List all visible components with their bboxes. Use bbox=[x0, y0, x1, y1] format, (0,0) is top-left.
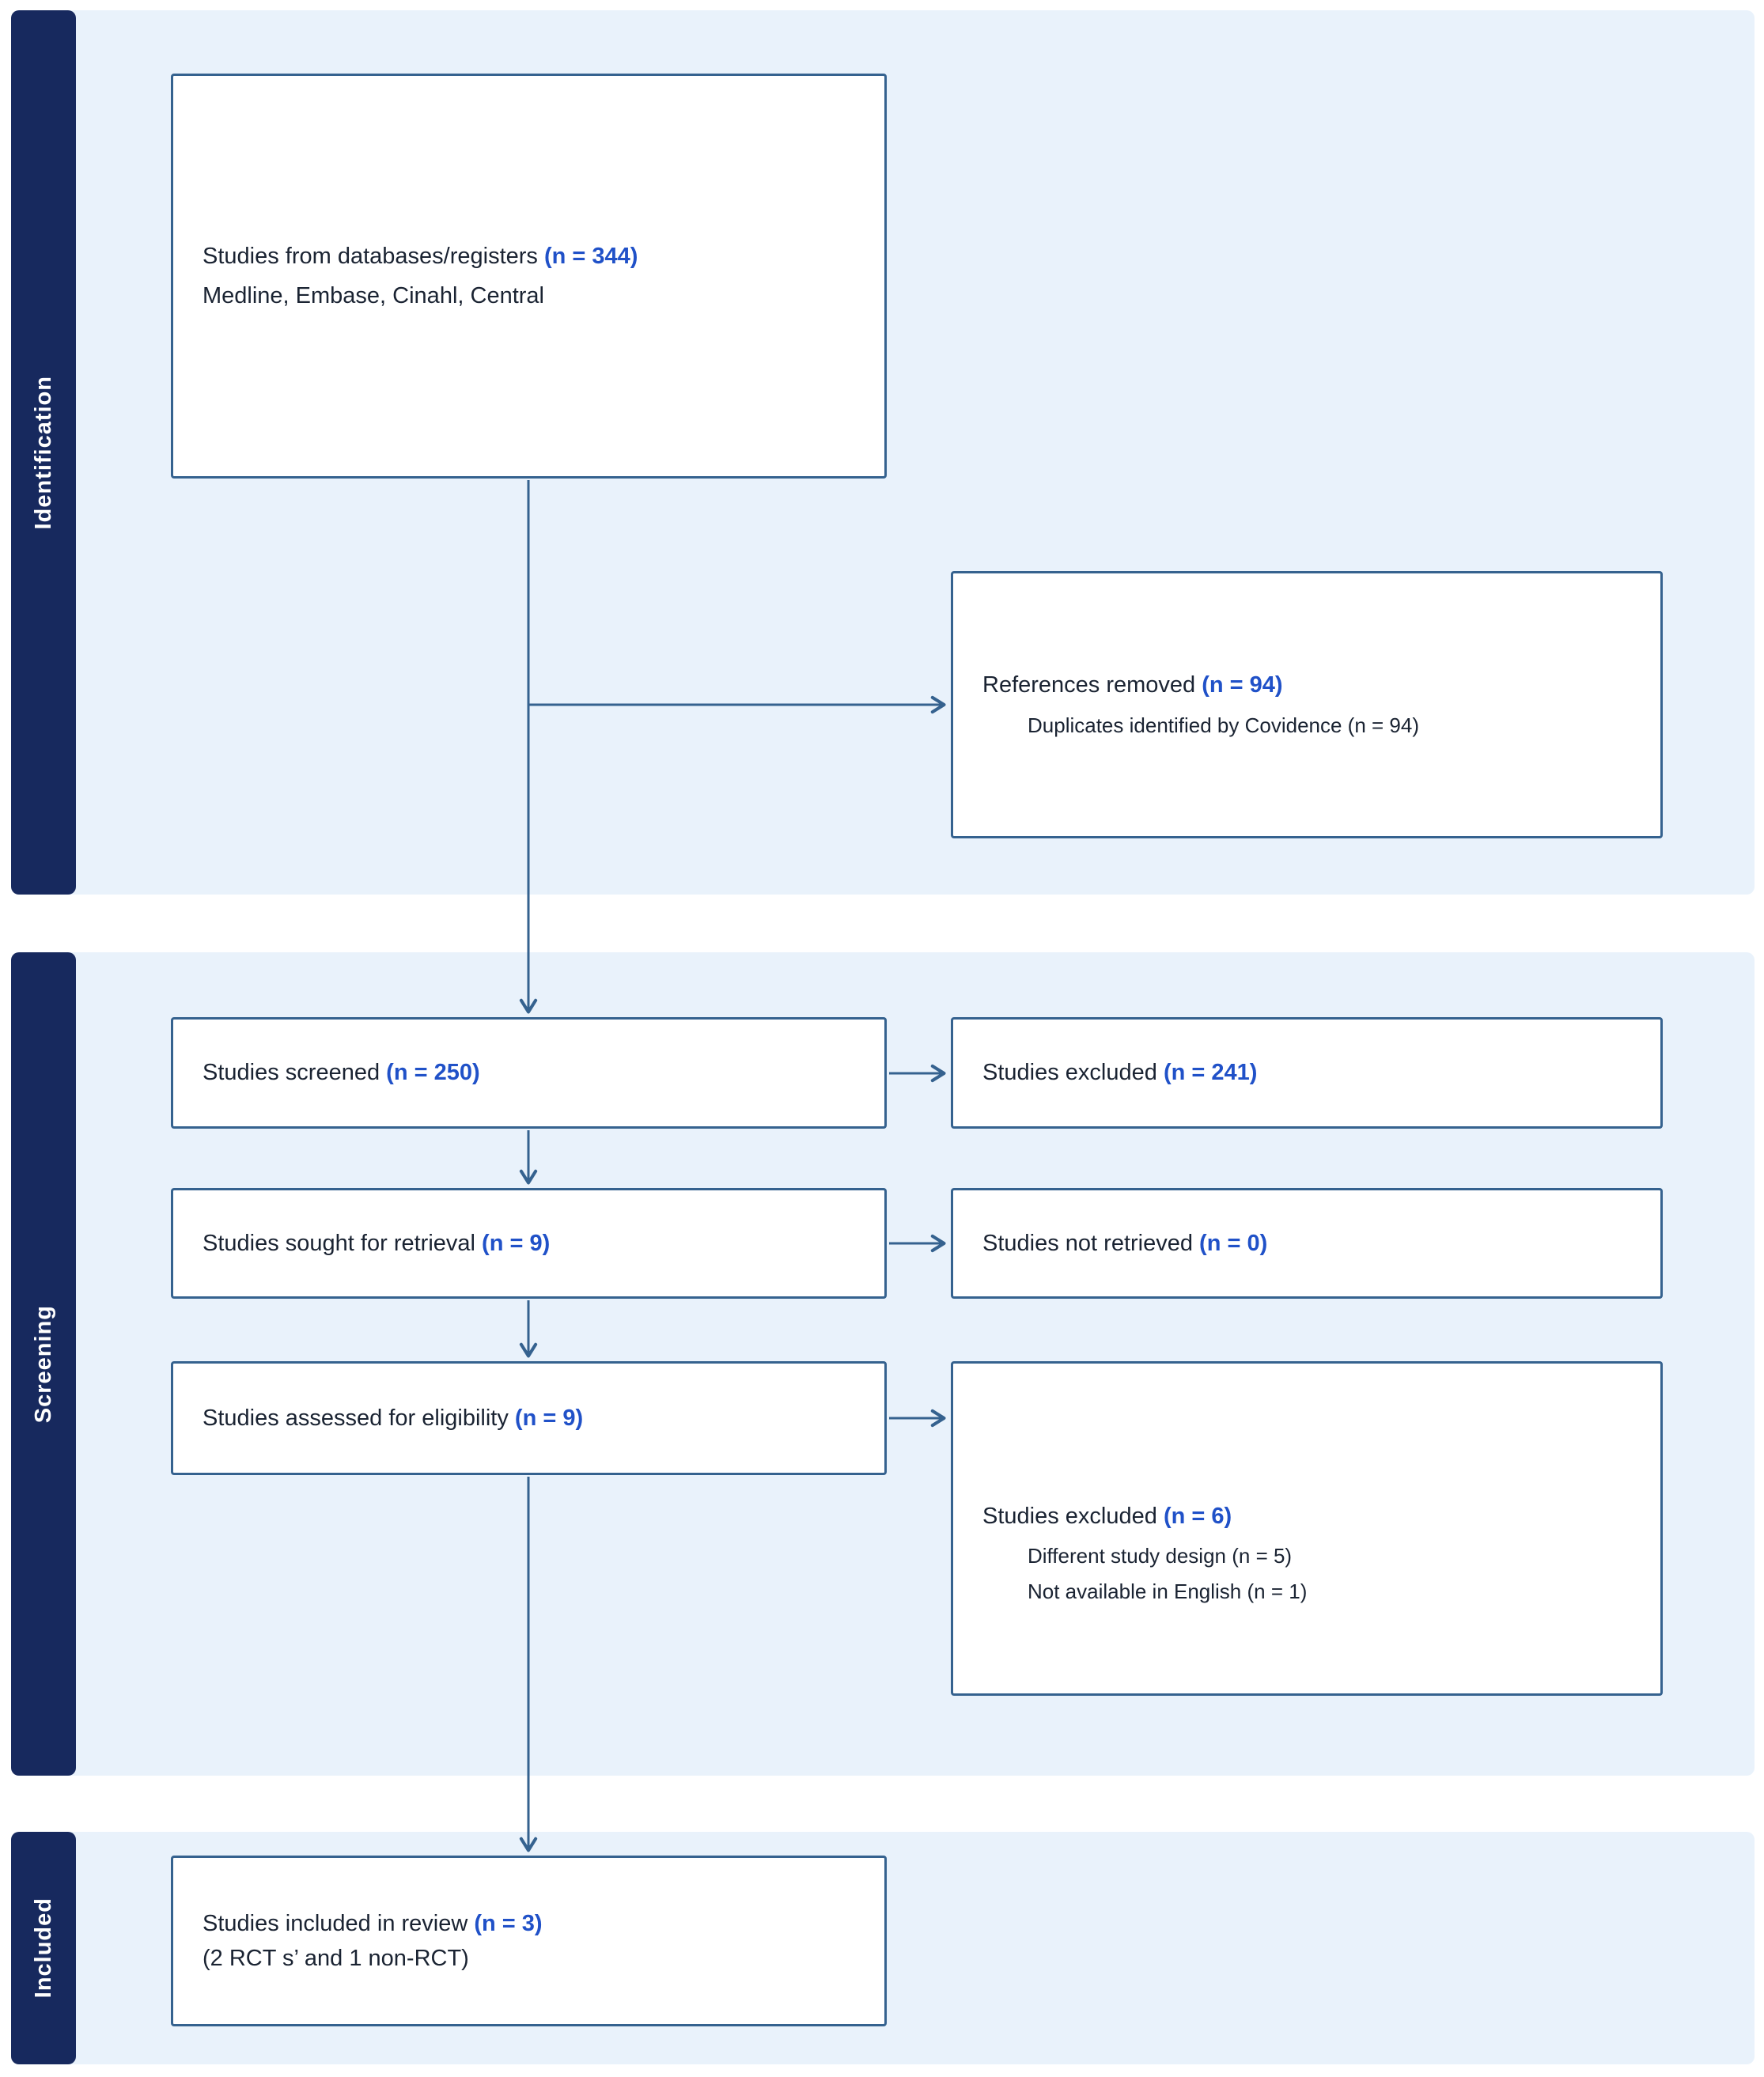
assessed-heading bbox=[203, 1402, 864, 1435]
databases-sources: Medline, Embase, Cinahl, Central bbox=[203, 282, 544, 308]
not-retrieved-heading bbox=[982, 1227, 1640, 1260]
excluded-screening-heading bbox=[982, 1056, 1640, 1089]
box-studies-not-retrieved bbox=[951, 1188, 1663, 1299]
references-removed-heading bbox=[982, 668, 1640, 702]
box-studies-included bbox=[171, 1856, 887, 2026]
sought-label: Studies sought for retrieval bbox=[203, 1230, 475, 1256]
box-references-removed bbox=[951, 571, 1663, 838]
screening-tab bbox=[11, 952, 76, 1776]
box-studies-excluded-screening bbox=[951, 1017, 1663, 1129]
not-retrieved-count: (n = 0) bbox=[1199, 1230, 1268, 1256]
included-label: Studies included in review bbox=[203, 1910, 468, 1936]
identification-tab bbox=[11, 10, 76, 895]
included-detail: (2 RCT s’ and 1 non-RCT) bbox=[203, 1946, 469, 1971]
databases-heading bbox=[203, 240, 864, 273]
excluded-screening-label: Studies excluded bbox=[982, 1060, 1157, 1086]
screened-heading bbox=[203, 1056, 864, 1089]
screened-label: Studies screened bbox=[203, 1060, 380, 1086]
sought-heading bbox=[203, 1227, 864, 1260]
references-removed-label: References removed bbox=[982, 672, 1196, 698]
databases-count: (n = 344) bbox=[544, 244, 638, 270]
screening-tab-label: Screening bbox=[30, 1304, 56, 1424]
box-studies-assessed-eligibility bbox=[171, 1361, 887, 1475]
included-tab-label: Included bbox=[30, 1897, 56, 1999]
included-count: (n = 3) bbox=[474, 1910, 543, 1936]
sought-count: (n = 9) bbox=[482, 1230, 551, 1256]
included-heading bbox=[203, 1907, 864, 1940]
excluded-eligibility-label: Studies excluded bbox=[982, 1504, 1157, 1529]
excluded-eligibility-reason-2: Not available in English (n = 1) bbox=[1028, 1580, 1308, 1604]
box-studies-excluded-eligibility bbox=[951, 1361, 1663, 1696]
identification-tab-label: Identification bbox=[30, 375, 56, 530]
box-studies-screened bbox=[171, 1017, 887, 1129]
references-removed-count: (n = 94) bbox=[1202, 672, 1283, 698]
excluded-screening-count: (n = 241) bbox=[1163, 1060, 1258, 1086]
excluded-eligibility-count: (n = 6) bbox=[1163, 1504, 1232, 1529]
screened-count: (n = 250) bbox=[386, 1060, 480, 1086]
included-tab bbox=[11, 1832, 76, 2064]
databases-label: Studies from databases/registers bbox=[203, 244, 538, 270]
not-retrieved-label: Studies not retrieved bbox=[982, 1230, 1193, 1256]
excluded-eligibility-reason-1: Different study design (n = 5) bbox=[1028, 1544, 1293, 1568]
box-studies-sought-retrieval bbox=[171, 1188, 887, 1299]
assessed-count: (n = 9) bbox=[514, 1405, 584, 1431]
excluded-eligibility-heading bbox=[982, 1500, 1640, 1533]
references-removed-reason: Duplicates identified by Covidence (n = 94) bbox=[1028, 713, 1420, 737]
assessed-label: Studies assessed for eligibility bbox=[203, 1405, 509, 1431]
box-studies-from-databases bbox=[171, 74, 887, 479]
